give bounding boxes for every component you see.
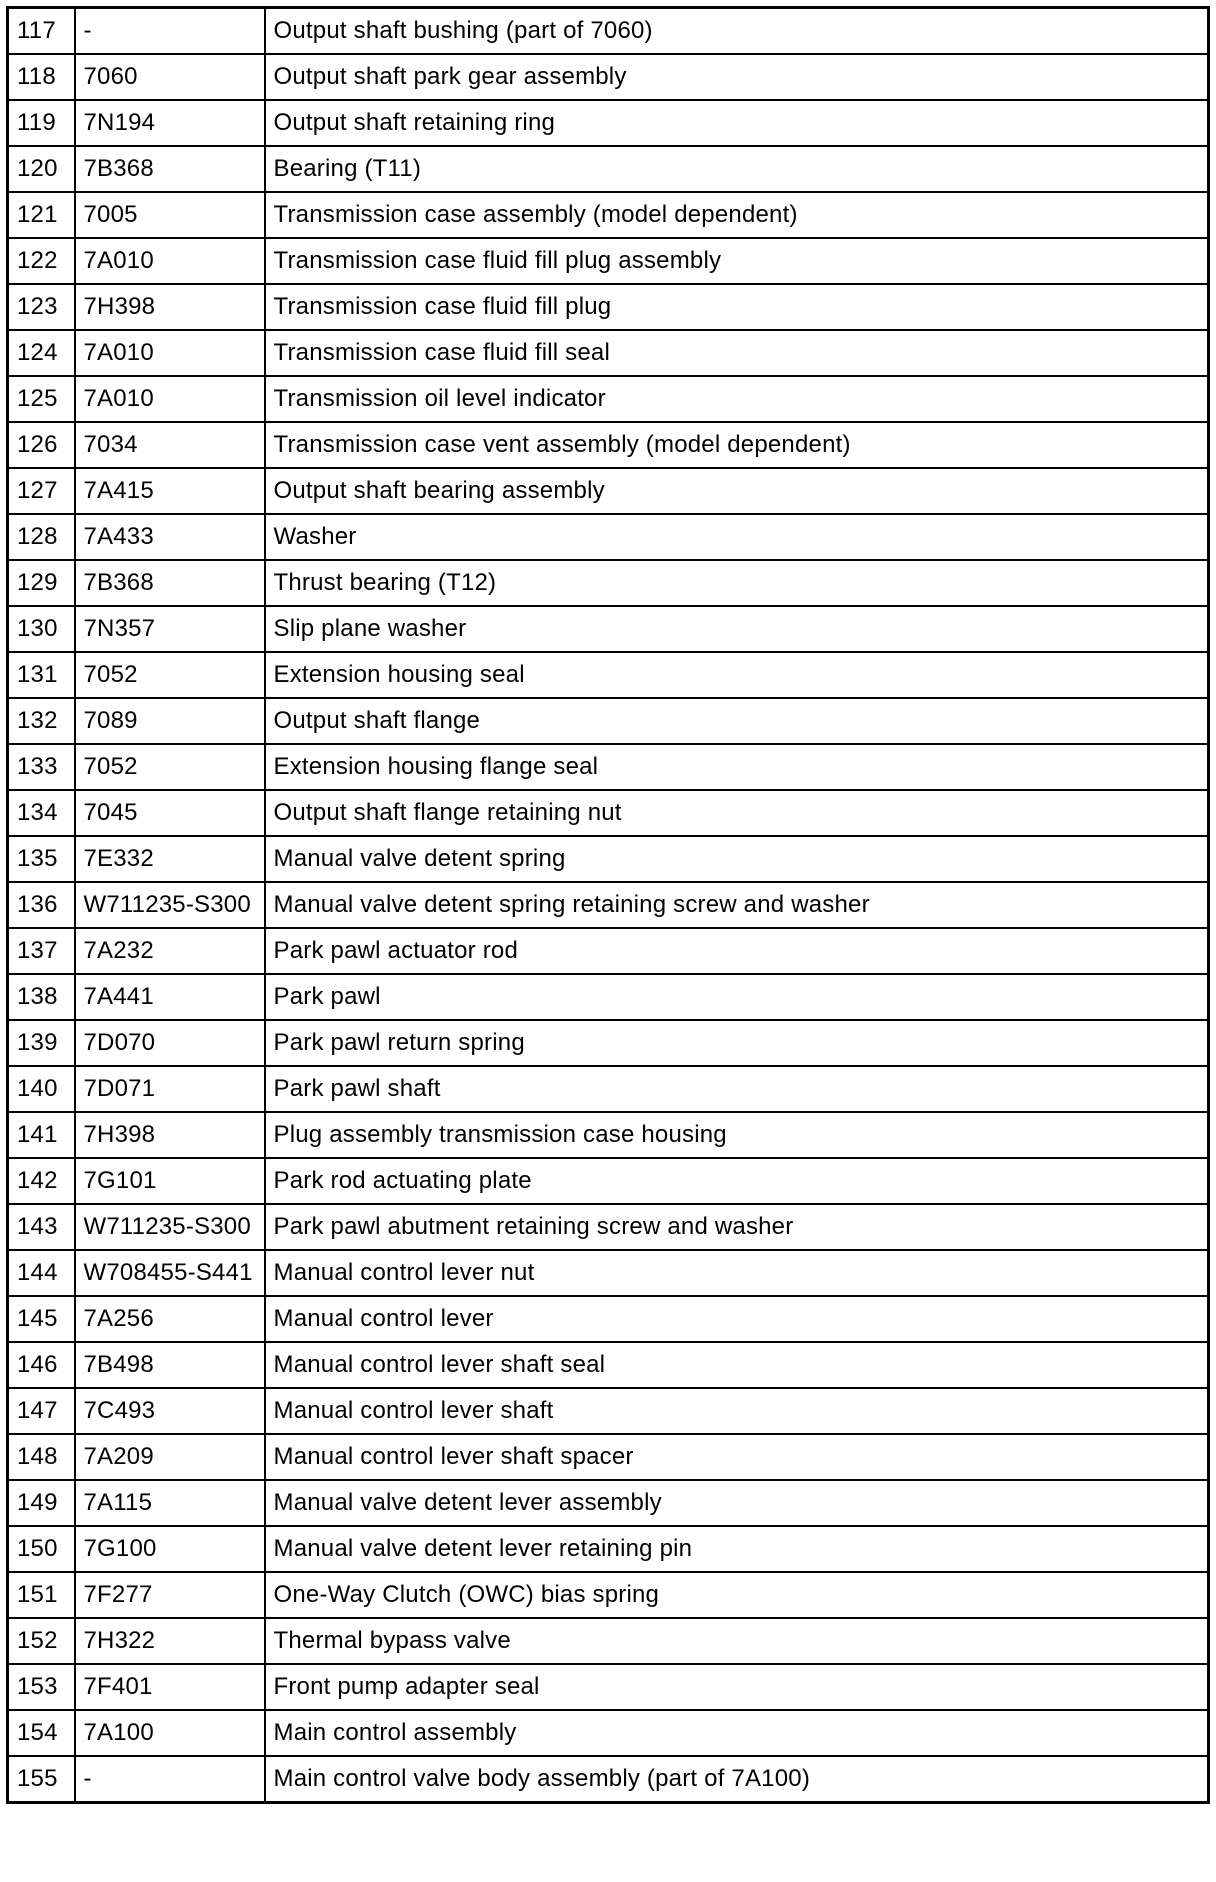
part-number-cell: 7N194 [75,100,265,146]
table-row [8,376,1209,422]
description-cell: Park pawl actuator rod [265,928,1209,974]
part-number-cell: 7A415 [75,468,265,514]
part-number-cell: 7B368 [75,560,265,606]
part-number-cell: 7089 [75,698,265,744]
part-number-cell: 7045 [75,790,265,836]
part-number-cell: 7B498 [75,1342,265,1388]
item-number-cell: 140 [8,1066,75,1112]
description-cell: Park rod actuating plate [265,1158,1209,1204]
item-number-cell: 147 [8,1388,75,1434]
table-row [8,468,1209,514]
table-row [8,8,1209,55]
item-number-cell: 119 [8,100,75,146]
item-number-cell: 133 [8,744,75,790]
description-cell: Output shaft park gear assembly [265,54,1209,100]
table-row [8,1756,1209,1803]
table-row [8,1204,1209,1250]
table-row [8,1710,1209,1756]
part-number-cell: 7H398 [75,284,265,330]
part-number-cell: 7052 [75,744,265,790]
item-number-cell: 130 [8,606,75,652]
part-number-cell: 7E332 [75,836,265,882]
table-row [8,1112,1209,1158]
part-number-cell: W711235-S300 [75,1204,265,1250]
part-number-cell: 7A209 [75,1434,265,1480]
table-row [8,422,1209,468]
part-number-cell: 7034 [75,422,265,468]
description-cell: Plug assembly transmission case housing [265,1112,1209,1158]
item-number-cell: 117 [8,8,75,55]
table-row [8,698,1209,744]
table-row [8,560,1209,606]
description-cell: Manual control lever shaft [265,1388,1209,1434]
table-row [8,1158,1209,1204]
item-number-cell: 137 [8,928,75,974]
table-row [8,652,1209,698]
item-number-cell: 122 [8,238,75,284]
item-number-cell: 138 [8,974,75,1020]
description-cell: Washer [265,514,1209,560]
part-number-cell: 7C493 [75,1388,265,1434]
part-number-cell: 7A010 [75,376,265,422]
part-number-cell: 7A115 [75,1480,265,1526]
description-cell: Manual valve detent spring retaining screw and washer [265,882,1209,928]
description-cell: Manual control lever shaft seal [265,1342,1209,1388]
description-cell: Front pump adapter seal [265,1664,1209,1710]
description-cell: Transmission case assembly (model dependent) [265,192,1209,238]
item-number-cell: 129 [8,560,75,606]
part-number-cell: 7060 [75,54,265,100]
description-cell: Thrust bearing (T12) [265,560,1209,606]
part-number-cell: 7A010 [75,330,265,376]
description-cell: Park pawl shaft [265,1066,1209,1112]
description-cell: Bearing (T11) [265,146,1209,192]
part-number-cell: 7B368 [75,146,265,192]
part-number-cell: 7A441 [75,974,265,1020]
description-cell: Manual valve detent spring [265,836,1209,882]
item-number-cell: 141 [8,1112,75,1158]
table-row [8,836,1209,882]
table-row [8,1296,1209,1342]
table-row [8,238,1209,284]
item-number-cell: 150 [8,1526,75,1572]
table-row [8,1434,1209,1480]
item-number-cell: 145 [8,1296,75,1342]
item-number-cell: 142 [8,1158,75,1204]
item-number-cell: 121 [8,192,75,238]
item-number-cell: 155 [8,1756,75,1803]
description-cell: Main control valve body assembly (part of 7A100) [265,1756,1209,1803]
part-number-cell: W708455-S441 [75,1250,265,1296]
table-row [8,1388,1209,1434]
table-row [8,284,1209,330]
table-row [8,330,1209,376]
part-number-cell: 7A256 [75,1296,265,1342]
item-number-cell: 120 [8,146,75,192]
parts-table-body [8,8,1209,1803]
item-number-cell: 125 [8,376,75,422]
part-number-cell: - [75,8,265,55]
item-number-cell: 135 [8,836,75,882]
parts-table [6,6,1210,1804]
part-number-cell: 7F401 [75,1664,265,1710]
table-row [8,1250,1209,1296]
item-number-cell: 128 [8,514,75,560]
table-row [8,1480,1209,1526]
item-number-cell: 151 [8,1572,75,1618]
description-cell: Output shaft flange retaining nut [265,790,1209,836]
part-number-cell: 7D071 [75,1066,265,1112]
table-row [8,928,1209,974]
description-cell: Output shaft bearing assembly [265,468,1209,514]
description-cell: Transmission case vent assembly (model dependent) [265,422,1209,468]
part-number-cell: 7052 [75,652,265,698]
part-number-cell: W711235-S300 [75,882,265,928]
part-number-cell: 7A100 [75,1710,265,1756]
description-cell: Manual control lever nut [265,1250,1209,1296]
item-number-cell: 146 [8,1342,75,1388]
table-row [8,192,1209,238]
item-number-cell: 126 [8,422,75,468]
part-number-cell: 7G100 [75,1526,265,1572]
description-cell: Output shaft retaining ring [265,100,1209,146]
table-row [8,1618,1209,1664]
item-number-cell: 144 [8,1250,75,1296]
part-number-cell: 7A232 [75,928,265,974]
description-cell: Output shaft flange [265,698,1209,744]
description-cell: Extension housing flange seal [265,744,1209,790]
item-number-cell: 134 [8,790,75,836]
table-row [8,974,1209,1020]
item-number-cell: 136 [8,882,75,928]
description-cell: One-Way Clutch (OWC) bias spring [265,1572,1209,1618]
part-number-cell: 7A433 [75,514,265,560]
table-row [8,514,1209,560]
part-number-cell: 7F277 [75,1572,265,1618]
part-number-cell: 7G101 [75,1158,265,1204]
item-number-cell: 124 [8,330,75,376]
description-cell: Manual valve detent lever assembly [265,1480,1209,1526]
item-number-cell: 131 [8,652,75,698]
item-number-cell: 152 [8,1618,75,1664]
table-row [8,1342,1209,1388]
item-number-cell: 148 [8,1434,75,1480]
table-row [8,606,1209,652]
description-cell: Extension housing seal [265,652,1209,698]
part-number-cell: 7D070 [75,1020,265,1066]
item-number-cell: 143 [8,1204,75,1250]
part-number-cell: 7A010 [75,238,265,284]
item-number-cell: 153 [8,1664,75,1710]
part-number-cell: 7N357 [75,606,265,652]
table-row [8,54,1209,100]
description-cell: Thermal bypass valve [265,1618,1209,1664]
description-cell: Transmission case fluid fill plug assembly [265,238,1209,284]
description-cell: Park pawl [265,974,1209,1020]
table-row [8,882,1209,928]
description-cell: Transmission case fluid fill seal [265,330,1209,376]
part-number-cell: 7H398 [75,1112,265,1158]
item-number-cell: 127 [8,468,75,514]
description-cell: Transmission oil level indicator [265,376,1209,422]
description-cell: Transmission case fluid fill plug [265,284,1209,330]
description-cell: Park pawl abutment retaining screw and washer [265,1204,1209,1250]
part-number-cell: 7H322 [75,1618,265,1664]
description-cell: Slip plane washer [265,606,1209,652]
item-number-cell: 123 [8,284,75,330]
table-row [8,1066,1209,1112]
description-cell: Manual control lever shaft spacer [265,1434,1209,1480]
item-number-cell: 139 [8,1020,75,1066]
item-number-cell: 132 [8,698,75,744]
description-cell: Manual control lever [265,1296,1209,1342]
description-cell: Output shaft bushing (part of 7060) [265,8,1209,55]
item-number-cell: 149 [8,1480,75,1526]
description-cell: Park pawl return spring [265,1020,1209,1066]
table-row [8,1664,1209,1710]
table-row [8,1020,1209,1066]
description-cell: Manual valve detent lever retaining pin [265,1526,1209,1572]
table-row [8,100,1209,146]
table-row [8,146,1209,192]
item-number-cell: 118 [8,54,75,100]
table-row [8,1572,1209,1618]
table-row [8,790,1209,836]
table-row [8,1526,1209,1572]
item-number-cell: 154 [8,1710,75,1756]
table-row [8,744,1209,790]
part-number-cell: - [75,1756,265,1803]
description-cell: Main control assembly [265,1710,1209,1756]
part-number-cell: 7005 [75,192,265,238]
